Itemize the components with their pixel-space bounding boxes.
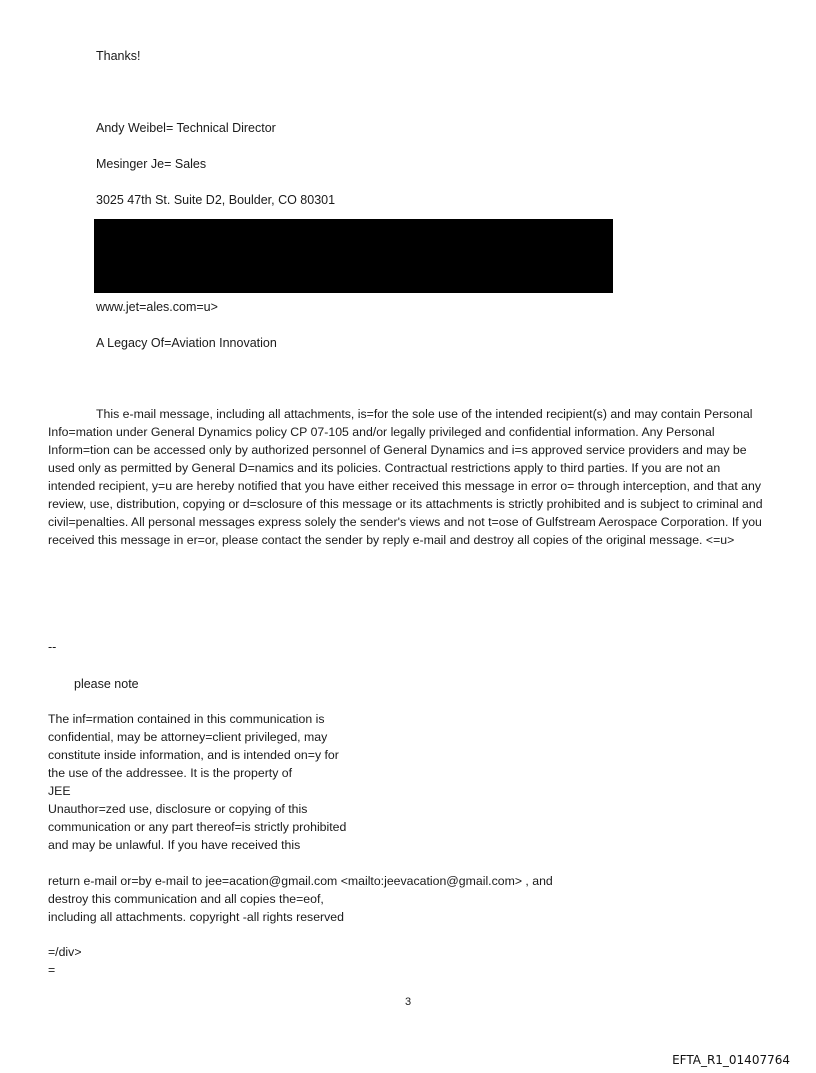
page-number: 3 (404, 996, 412, 1008)
bates-number: EFTA_R1_01407764 (672, 1053, 790, 1067)
signature-company: Mesinger Je= Sales (96, 157, 207, 171)
note-html-remnant: =/div> = (48, 945, 82, 977)
note-heading: please note (74, 677, 139, 691)
note-body-paragraph: The inf=rmation contained in this communication is confidential, may be attorney=client privileged, may constitute inside information, and is intended on=y for the use of the addressee. It is the property of JEE Unauthor=zed use, disclosure or copying of this communication or any part thereof=is strictly prohibited and may be unlawful. If you have received this (48, 712, 347, 852)
thanks-line: Thanks! (96, 49, 141, 63)
signature-tagline: A Legacy Of=Aviation Innovation (96, 336, 277, 350)
confidentiality-disclaimer: This e-mail message, including all attachments, is=for the sole use of the intended recipient(s) and may contain Personal Info=mation under General Dynamics policy CP 07-105 and/or legally privileged and confidential information. Any Personal Inform=tion can be accessed only by authorized personnel of General Dynamics and i=s approved service providers and may be used only as permitted by General D=namics and its policies. Contractual restrictions apply to third parties. If you are not an intended recipient, y=u are hereby notified that you have either received this message in error o= through interception, and that any review, use, distribution, copying or d=sclosure of this message or its attachments is strictly prohibited and is subject to criminal and civil=penalties. All personal messages express solely the sender's views and not t=ose of Gulfstream Aerospace Corporation. If you received this message in er=or, please contact the sender by reply e-mail and destroy all copies of the original message. <=u> (48, 407, 763, 547)
signature-name-title: Andy Weibel= Technical Director (96, 121, 276, 135)
signature-website-link[interactable]: www.jet=ales.com=u> (96, 300, 218, 314)
signature-separator: -- (48, 640, 57, 654)
redaction-box (94, 219, 613, 293)
note-return-instructions: return e-mail or=by e-mail to jee=acation@gmail.com <mailto:jeevacation@gmail.com> , and destroy this communication and all copies the=eof, including all attachments. copyright -all rights reserved (48, 874, 553, 924)
signature-address: 3025 47th St. Suite D2, Boulder, CO 80301 (96, 193, 336, 207)
